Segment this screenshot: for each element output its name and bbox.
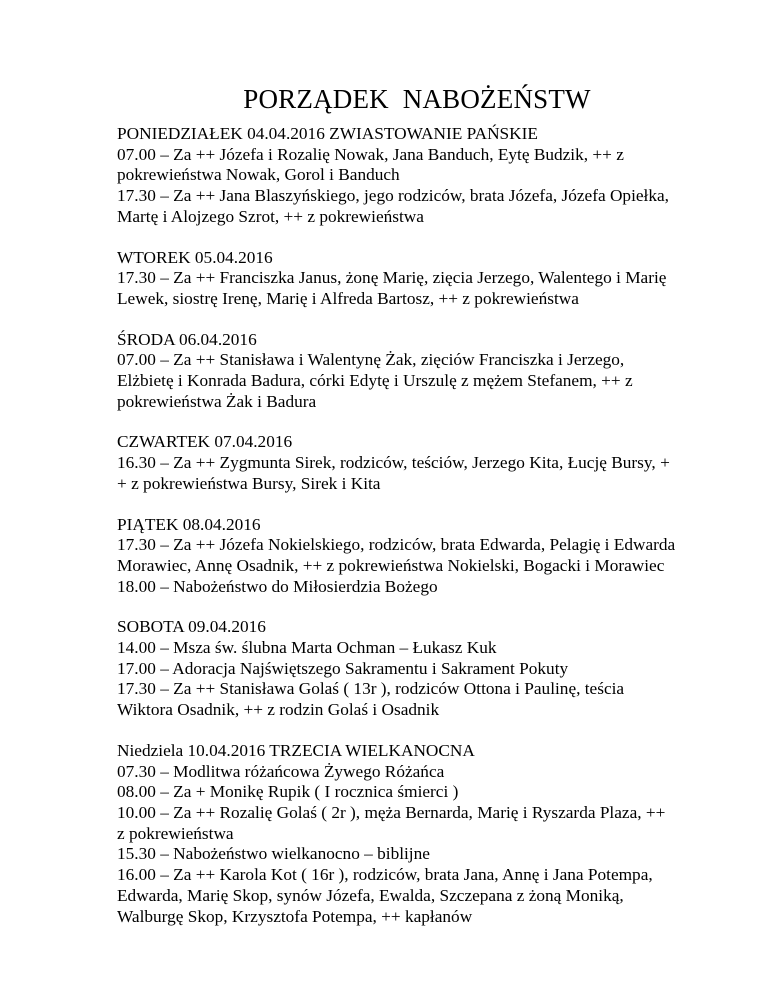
day-section-monday	[117, 124, 717, 228]
schedule-line: 16.00 – Za ++ Karola Kot ( 16r ), rodziców, brata Jana, Annę i Jana Potempa,	[117, 865, 653, 885]
schedule-line: 14.00 – Msza św. ślubna Marta Ochman – Łukasz Kuk	[117, 638, 497, 658]
day-header: ŚRODA 06.04.2016	[117, 329, 257, 349]
day-header: SOBOTA 09.04.2016	[117, 617, 266, 637]
day-header: Niedziela 10.04.2016 TRZECIA WIELKANOCNA	[117, 740, 475, 760]
schedule-line: 16.30 – Za ++ Zygmunta Sirek, rodziców, teściów, Jerzego Kita, Łucję Bursy, +	[117, 453, 670, 473]
schedule-line: Wiktora Osadnik, ++ z rodzin Golaś i Osadnik	[117, 700, 440, 720]
schedule-line: 08.00 – Za + Monikę Rupik ( I rocznica śmierci )	[117, 782, 459, 802]
schedule-line: 18.00 – Nabożeństwo do Miłosierdzia Bożego	[117, 576, 438, 596]
day-section-wednesday	[117, 330, 717, 413]
schedule-line: pokrewieństwa Nowak, Gorol i Banduch	[117, 165, 400, 185]
schedule-line: 17.30 – Za ++ Jana Blaszyńskiego, jego rodziców, brata Józefa, Józefa Opiełka,	[117, 186, 669, 206]
day-header: PIĄTEK 08.04.2016	[117, 514, 261, 534]
schedule-line: 10.00 – Za ++ Rozalię Golaś ( 2r ), męża Bernarda, Marię i Ryszarda Plaza, ++	[117, 802, 666, 822]
day-section-saturday	[117, 617, 717, 721]
schedule-line: 15.30 – Nabożeństwo wielkanocno – biblijne	[117, 844, 430, 864]
page-title: PORZĄDEK NABOŻEŃSTW	[243, 84, 591, 114]
schedule-line: 17.00 – Adoracja Najświętszego Sakramentu i Sakrament Pokuty	[117, 658, 569, 678]
schedule-line: pokrewieństwa Żak i Badura	[117, 391, 317, 411]
schedule-line: 17.30 – Za ++ Stanisława Golaś ( 13r ), rodziców Ottona i Paulinę, teścia	[117, 679, 625, 699]
schedule-line: + z pokrewieństwa Bursy, Sirek i Kita	[117, 473, 381, 493]
schedule-line: 17.30 – Za ++ Franciszka Janus, żonę Marię, zięcia Jerzego, Walentego i Marię	[117, 268, 667, 288]
schedule-line: 07.00 – Za ++ Józefa i Rozalię Nowak, Jana Banduch, Eytę Budzik, ++ z	[117, 144, 624, 164]
schedule-line: 17.30 – Za ++ Józefa Nokielskiego, rodziców, brata Edwarda, Pelagię i Edwarda	[117, 535, 676, 555]
day-section-thursday	[117, 432, 717, 494]
schedule-line: Walburgę Skop, Krzysztofa Potempa, ++ kapłanów	[117, 906, 473, 926]
day-section-sunday	[117, 741, 717, 927]
schedule-line: Lewek, siostrę Irenę, Marię i Alfreda Bartosz, ++ z pokrewieństwa	[117, 288, 579, 308]
schedule-line: 07.00 – Za ++ Stanisława i Walentynę Żak, zięciów Franciszka i Jerzego,	[117, 350, 625, 370]
schedule-line: 07.30 – Modlitwa różańcowa Żywego Różańca	[117, 761, 445, 781]
document-page	[117, 82, 717, 947]
day-header: WTOREK 05.04.2016	[117, 247, 273, 267]
day-section-tuesday	[117, 248, 717, 310]
schedule-line: Edwarda, Marię Skop, synów Józefa, Ewalda, Szczepana z żoną Moniką,	[117, 885, 624, 905]
schedule-line: Martę i Alojzego Szrot, ++ z pokrewieństwa	[117, 206, 424, 226]
day-section-friday	[117, 515, 717, 598]
day-header: PONIEDZIAŁEK 04.04.2016 ZWIASTOWANIE PAŃSKIE	[117, 124, 538, 143]
day-header: CZWARTEK 07.04.2016	[117, 432, 293, 452]
schedule-line: Elżbietę i Konrada Badura, córki Edytę i Urszulę z mężem Stefanem, ++ z	[117, 371, 633, 391]
schedule-line: z pokrewieństwa	[117, 823, 234, 843]
schedule-line: Morawiec, Annę Osadnik, ++ z pokrewieństwa Nokielski, Bogacki i Morawiec	[117, 555, 665, 575]
